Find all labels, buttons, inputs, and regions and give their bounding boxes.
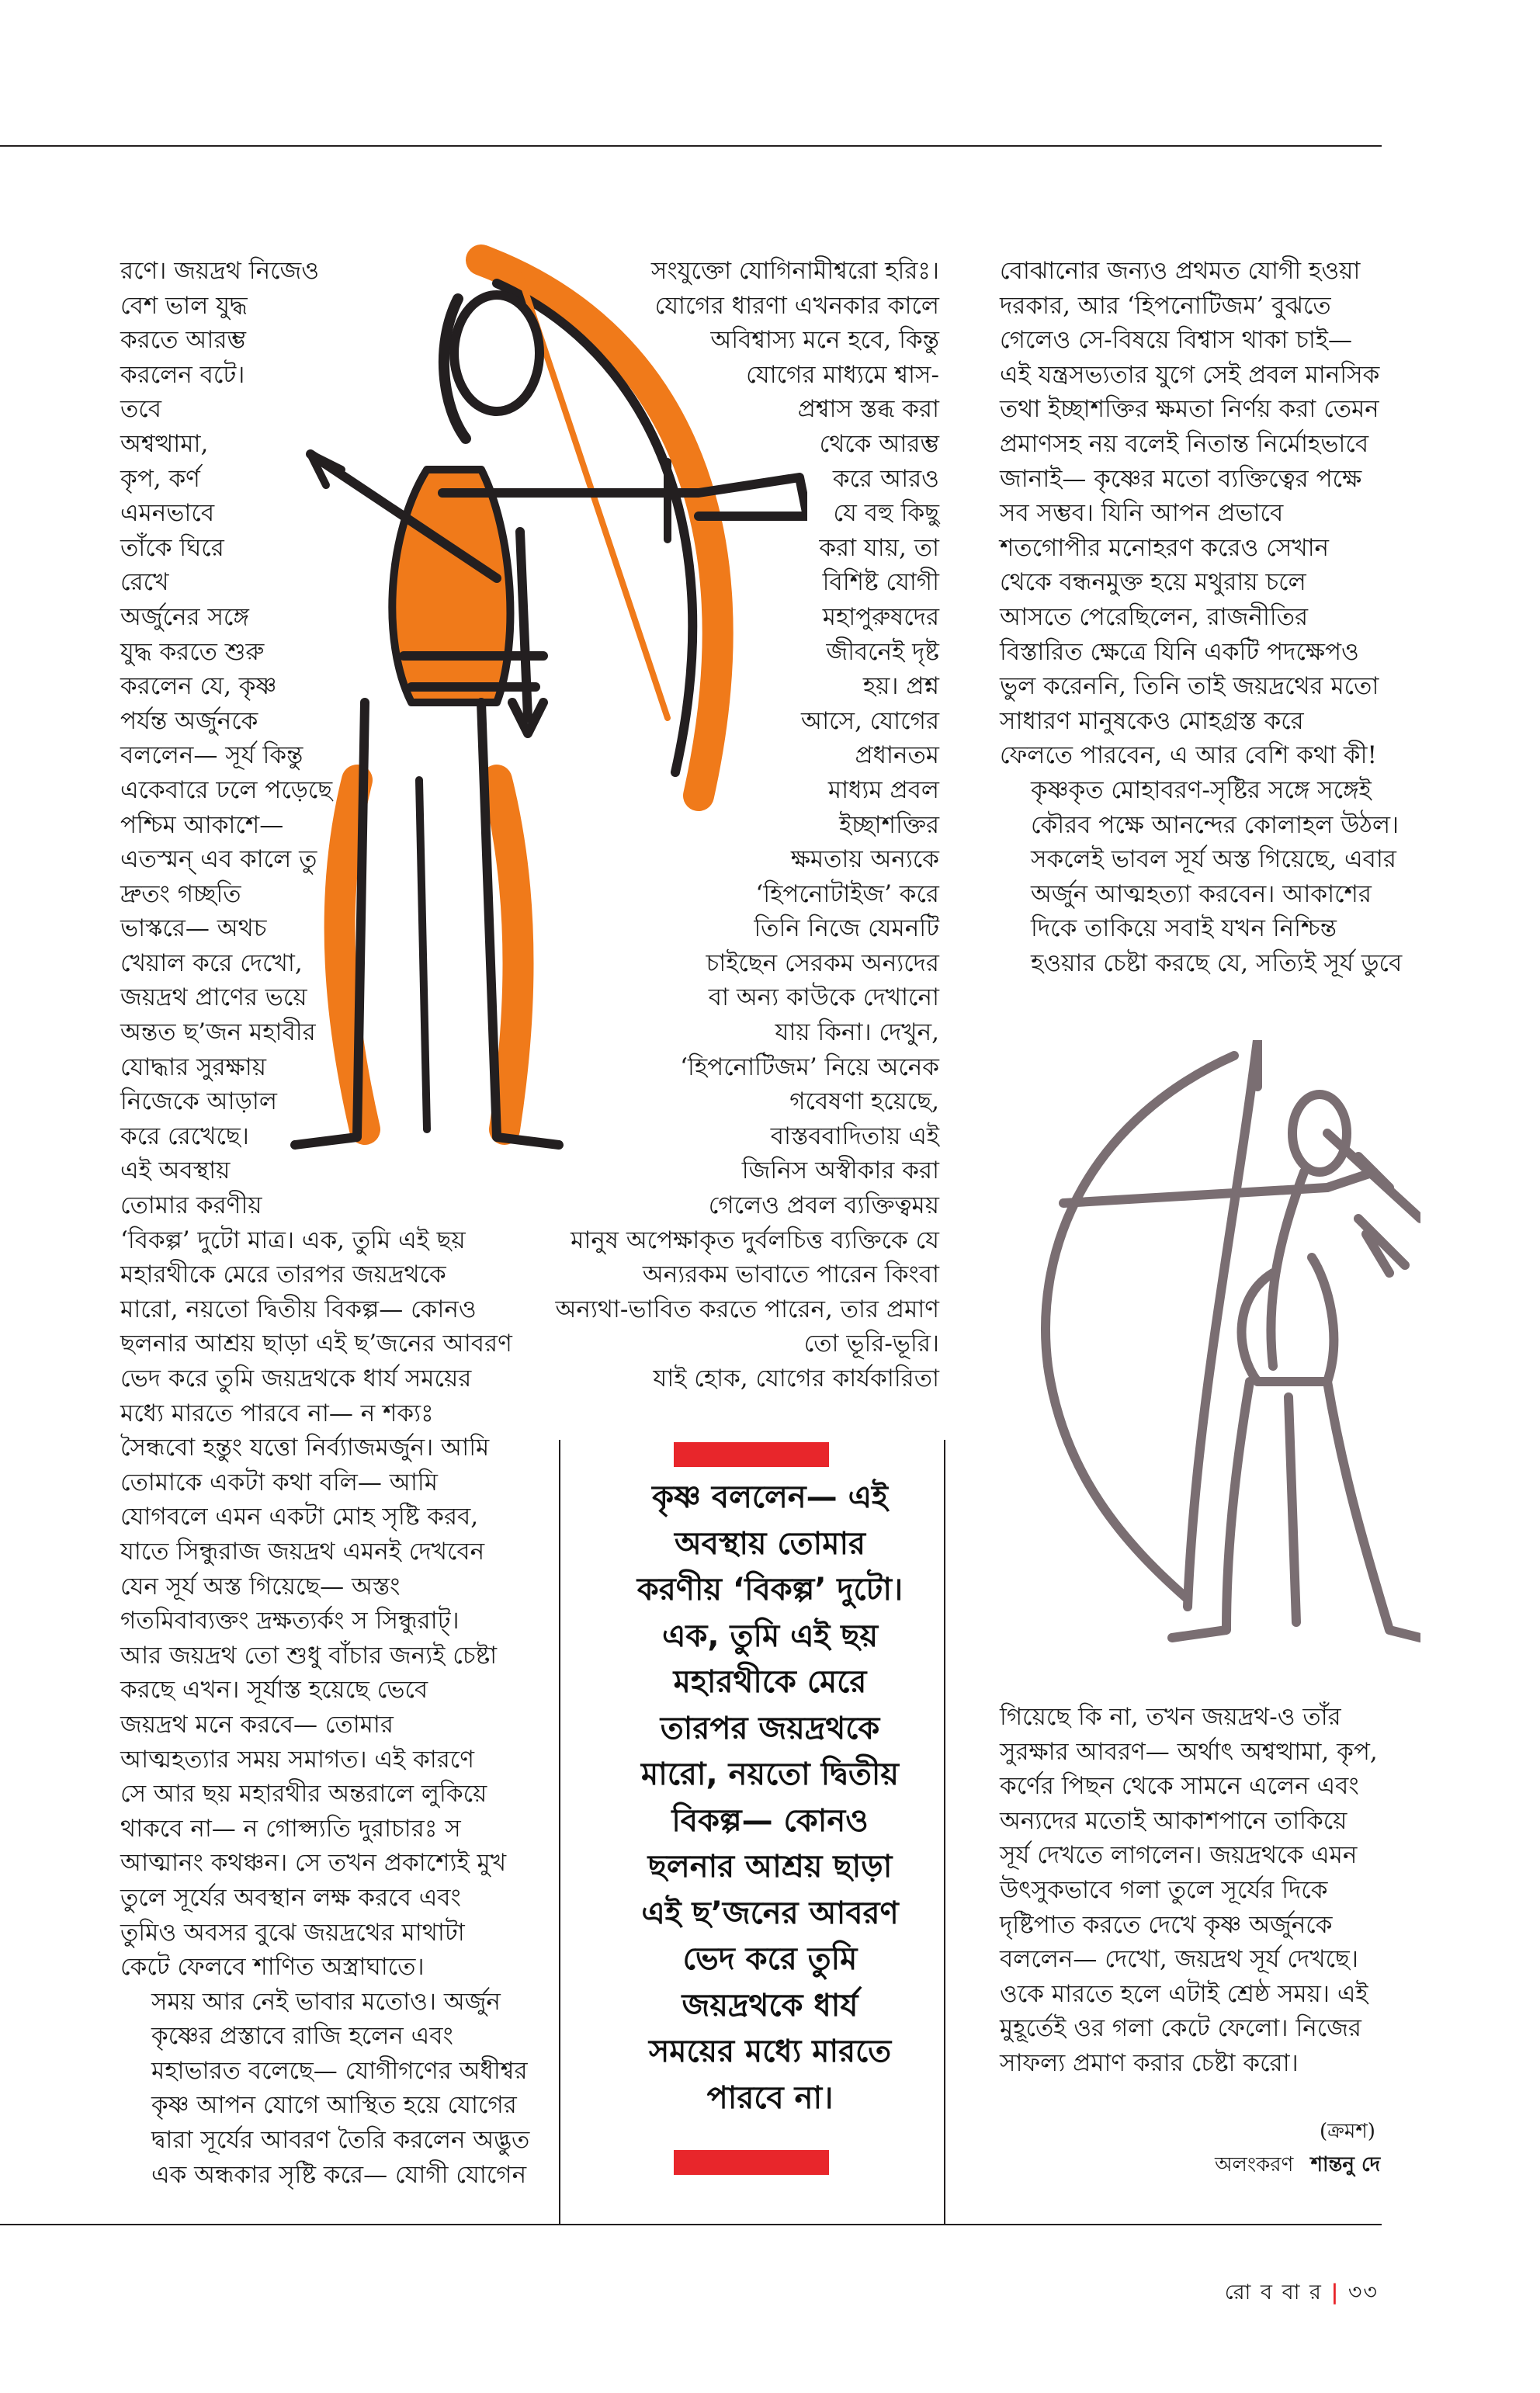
text-line: বললেন— দেখো, জয়দ্রথ সূর্য দেখছে। xyxy=(1000,1945,1358,1974)
text-line: ছলনার আশ্রয় ছাড়া এই ছ’জনের আবরণ xyxy=(120,1330,512,1358)
column-middle-paragraph xyxy=(543,254,939,1396)
text-line: ভেদ করে তুমি জয়দ্রথকে ধার্য সময়ের xyxy=(120,1365,472,1392)
credit-label: অলংকরণ xyxy=(1215,2153,1294,2176)
text-line: বিকল্প— কোনও xyxy=(671,1802,869,1839)
text-line: গেলেও প্রবল ব্যক্তিত্বময় xyxy=(708,1191,939,1220)
column-right-continued xyxy=(1000,1700,1403,2081)
text-line: জয়দ্রথ মনে করবে— তোমার xyxy=(120,1710,394,1739)
text-line: যাতে সিন্ধুরাজ জয়দ্রথ এমনই দেখবেন xyxy=(120,1537,485,1566)
text-line: বললেন— সূর্য কিন্তু xyxy=(120,741,303,770)
text-line: তোমার করণীয় xyxy=(120,1191,262,1220)
text-line: সময় আর নেই ভাবার মতোও। অর্জুন xyxy=(151,1987,501,2016)
text-line: করে আরও xyxy=(832,464,939,493)
page-folio xyxy=(1225,2277,1379,2311)
text-line: আত্মহত্যার সময় সমাগত। এই কারণে xyxy=(120,1745,474,1774)
text-line: জিনিস অস্বীকার করা xyxy=(741,1157,939,1185)
top-rule xyxy=(0,145,1382,147)
text-line: তুমিও অবসর বুঝে জয়দ্রথের মাথাটা xyxy=(120,1918,465,1947)
text-line: তাঁকে ঘিরে xyxy=(120,533,224,562)
text-line: অন্যথা-ভাবিত করতে পারেন, তার প্রমাণ xyxy=(555,1295,939,1323)
text-line: ফেলতে পারবেন, এ আর বেশি কথা কী! xyxy=(1000,741,1377,770)
text-line: তবে xyxy=(120,395,161,424)
text-line: সাধারণ মানুষকেও মোহগ্রস্ত করে xyxy=(1000,706,1304,735)
text-line: সৈন্ধবো হন্তুং যত্তো নির্ব্যাজমর্জুন। আমি xyxy=(120,1434,490,1462)
text-line: যোদ্ধার সুরক্ষায় xyxy=(120,1053,266,1081)
text-line: থাকবে না— ন গোপ্স্যতি দুরাচারঃ স xyxy=(120,1814,461,1843)
text-line: পারবে না। xyxy=(706,2079,834,2116)
text-line: কর্ণের পিছন থেকে সামনে এলেন এবং xyxy=(1000,1772,1359,1801)
text-line: অবিশ্বাস্য মনে হবে, কিন্তু xyxy=(710,326,939,355)
text-line: প্রধানতম xyxy=(855,741,939,770)
text-line: কৃষ্ণকৃত মোহাবরণ-সৃষ্টির সঙ্গে সঙ্গেই xyxy=(1031,775,1372,804)
text-line: আসতে পেরেছিলেন, রাজনীতির xyxy=(1000,602,1309,631)
text-line: কেটে ফেলবে শাণিত অস্ত্রাঘাতে। xyxy=(120,1953,425,1982)
text-line: জানাই— কৃষ্ণের মতো ব্যক্তিত্বের পক্ষে xyxy=(1000,464,1362,493)
text-line: দৃষ্টিপাত করতে দেখে কৃষ্ণ অর্জুনকে xyxy=(1000,1910,1333,1939)
text-line: মারো, নয়তো দ্বিতীয় বিকল্প— কোনও xyxy=(120,1295,477,1323)
text-line: বেশ ভাল যুদ্ধ xyxy=(120,291,248,320)
text-line: বোঝানোর জন্যও প্রথমত যোগী হওয়া xyxy=(1000,257,1361,285)
text-line: রেখে xyxy=(120,568,169,597)
column-middle xyxy=(543,254,939,1396)
text-line: সূর্য দেখতে লাগলেন। জয়দ্রথকে এমন xyxy=(1000,1841,1358,1870)
text-line: বিশিষ্ট যোগী xyxy=(822,568,939,597)
text-line: করলেন বটে। xyxy=(120,360,245,389)
text-line: দিকে তাকিয়ে সবাই যখন নিশ্চিন্ত xyxy=(1031,914,1337,943)
column-right xyxy=(1000,254,1403,980)
text-line: করে রেখেছে। xyxy=(120,1122,249,1150)
text-line: পর্যন্ত অর্জুনকে xyxy=(120,706,258,735)
text-line: অন্তত ছ’জন মহাবীর xyxy=(120,1018,316,1047)
text-line: তোমাকে একটা কথা বলি— আমি xyxy=(120,1468,438,1496)
text-line: এক অন্ধকার সৃষ্টি করে— যোগী যোগেন xyxy=(151,2160,527,2189)
text-line: মহারথীকে মেরে তারপর জয়দ্রথকে xyxy=(120,1261,446,1289)
text-line: করলেন যে, কৃষ্ণ xyxy=(120,672,277,701)
text-line: ‘বিকল্প’ দুটো মাত্র। এক, তুমি এই ছয় xyxy=(120,1226,466,1254)
column-divider-left xyxy=(559,1440,560,2224)
text-line: মধ্যে মারতে পারবে না— ন শক্যঃ xyxy=(120,1399,434,1427)
text-line: মুহূর্তেই ওর গলা কেটে ফেলো। নিজের xyxy=(1000,2014,1361,2043)
text-line: কৃষ্ণ বললেন— এই xyxy=(652,1479,888,1515)
text-line: করণীয় ‘বিকল্প’ দুটো। xyxy=(636,1572,904,1607)
page-number: ৩৩ xyxy=(1348,2280,1379,2305)
text-line: মহাপুরুষদের xyxy=(822,602,939,631)
text-line: ‘হিপনোটাইজ’ করে xyxy=(755,879,939,908)
text-line: যাই হোক, যোগের কার্যকারিতা xyxy=(653,1365,939,1392)
text-line: ক্ষমতায় অন্যকে xyxy=(790,845,939,874)
text-line: রণে। জয়দ্রথ নিজেও xyxy=(120,257,320,285)
folio-separator: | xyxy=(1330,2280,1341,2305)
text-line: অবস্থায় তোমার xyxy=(674,1525,866,1562)
credit-artist: শান্তনু দে xyxy=(1310,2153,1381,2176)
column-right-paragraph-3 xyxy=(1000,1700,1403,2081)
bottom-rule xyxy=(0,2224,1382,2225)
pull-quote-bar-bottom xyxy=(674,2150,829,2175)
text-line: বিস্তারিত ক্ষেত্রে যিনি একটি পদক্ষেপও xyxy=(1000,637,1359,666)
text-line: আত্মানং কথঞ্চন। সে তখন প্রকাশ্যেই মুখ xyxy=(120,1849,507,1878)
text-line: যোগের মাধ্যমে শ্বাস- xyxy=(746,360,939,389)
text-line: জীবনেই দৃষ্ট xyxy=(826,637,939,666)
text-line: মানুষ অপেক্ষাকৃত দুর্বলচিত্ত ব্যক্তিকে যে xyxy=(571,1226,939,1254)
text-line: কৃপ, কর্ণ xyxy=(120,464,200,493)
text-line: বা অন্য কাউকে দেখানো xyxy=(708,983,939,1012)
pull-quote xyxy=(584,1475,956,2121)
text-line: পশ্চিম আকাশে— xyxy=(120,810,284,839)
text-line: এমনভাবে xyxy=(120,499,215,528)
text-line: দ্বারা সূর্যের আবরণ তৈরি করলেন অদ্ভুত xyxy=(151,2126,530,2155)
text-line: ভাস্করে— অথচ xyxy=(120,914,267,943)
text-line: তো ভূরি-ভূরি। xyxy=(803,1330,939,1358)
text-line: এই যন্ত্রসভ্যতার যুগে সেই প্রবল মানসিক xyxy=(1000,360,1380,389)
text-line: করছে এখন। সূর্যাস্ত হয়েছে ভেবে xyxy=(120,1676,428,1705)
text-line: যুদ্ধ করতে শুরু xyxy=(120,637,265,666)
text-line: থেকে আরম্ভ xyxy=(819,429,939,458)
magazine-name: রো ব বা র xyxy=(1224,2280,1323,2305)
text-line: প্রশ্বাস স্তব্ধ করা xyxy=(797,395,939,424)
text-line: সে আর ছয় মহারথীর অন্তরালে লুকিয়ে xyxy=(120,1780,487,1809)
text-line: একেবারে ঢলে পড়েছে xyxy=(120,775,333,804)
text-line: জয়দ্রথকে ধার্য xyxy=(682,1987,858,2024)
text-line: যায় কিনা। দেখুন, xyxy=(775,1018,939,1047)
text-line: কৃষ্ণের প্রস্তাবে রাজি হলেন এবং xyxy=(151,2022,453,2051)
text-line: হয়। প্রশ্ন xyxy=(862,672,939,701)
text-line: মহারথীকে মেরে xyxy=(673,1664,867,1700)
column-left-paragraph-1 xyxy=(120,254,555,1985)
text-line: এক, তুমি এই ছয় xyxy=(661,1618,879,1654)
text-line: কৃষ্ণ আপন যোগে আস্থিত হয়ে যোগের xyxy=(151,2091,517,2120)
text-line: সংযুক্তো যোগিনামীশ্বরো হরিঃ। xyxy=(650,257,939,285)
column-left-paragraph-2 xyxy=(120,1985,555,2193)
text-line: যে বহু কিছু xyxy=(833,499,939,528)
text-line: এই ছ’জনের আবরণ xyxy=(641,1895,899,1931)
text-line: ছলনার আশ্রয় ছাড়া xyxy=(647,1849,893,1885)
text-line: সব সম্ভব। যিনি আপন প্রভাবে xyxy=(1000,499,1284,528)
text-line: তুলে সূর্যের অবস্থান লক্ষ করবে এবং xyxy=(120,1883,461,1912)
text-line: খেয়াল করে দেখো, xyxy=(120,949,303,977)
text-line: দরকার, আর ‘হিপনোটিজম’ বুঝতে xyxy=(1000,291,1331,320)
text-line: ভুল করেননি, তিনি তাই জয়দ্রথের মতো xyxy=(1000,672,1379,701)
text-line: আসে, যোগের xyxy=(800,706,939,735)
text-line: প্রমাণসহ নয় বলেই নিতান্ত নির্মোহভাবে xyxy=(1000,429,1369,458)
text-line: সুরক্ষার আবরণ— অর্থাৎ অশ্বত্থামা, কৃপ, xyxy=(1000,1737,1378,1766)
text-line: সময়ের মধ্যে মারতে xyxy=(648,2034,892,2069)
text-line: জয়দ্রথ প্রাণের ভয়ে xyxy=(120,983,307,1012)
text-line: করা যায়, তা xyxy=(819,533,939,562)
text-line: ভেদ করে তুমি xyxy=(682,1941,858,1977)
text-line: মারো, নয়তো দ্বিতীয় xyxy=(641,1757,899,1792)
text-line: যোগের ধারণা এখনকার কালে xyxy=(654,291,939,320)
illustration-credit xyxy=(1215,2148,1380,2183)
text-line: যেন সূর্য অস্ত গিয়েছে— অস্তং xyxy=(120,1572,401,1601)
text-line: করতে আরম্ভ xyxy=(120,326,247,355)
text-line: বাস্তববাদিতায় এই xyxy=(770,1122,939,1150)
text-line: দ্রুতং গচ্ছতি xyxy=(120,879,241,908)
text-line: চাইছেন সেরকম অন্যদের xyxy=(706,949,939,977)
text-line: থেকে বন্ধনমুক্ত হয়ে মথুরায় চলে xyxy=(1000,568,1306,597)
text-line: অন্যরকম ভাবাতে পারেন কিংবা xyxy=(642,1261,939,1289)
text-line: তারপর জয়দ্রথকে xyxy=(660,1710,880,1746)
text-line: গিয়েছে কি না, তখন জয়দ্রথ-ও তাঁর xyxy=(1000,1703,1341,1731)
column-left xyxy=(120,254,555,2192)
text-line: ইচ্ছাশক্তির xyxy=(839,810,939,839)
text-line: গেলেও সে-বিষয়ে বিশ্বাস থাকা চাই— xyxy=(1000,326,1353,355)
text-line: মাধ্যম প্রবল xyxy=(827,775,939,804)
text-line: তথা ইচ্ছাশক্তির ক্ষমতা নির্ণয় করা তেমন xyxy=(1000,395,1379,424)
column-right-paragraph-1 xyxy=(1000,254,1403,773)
text-line: অর্জুন আত্মহত্যা করবেন। আকাশের xyxy=(1031,879,1372,908)
text-line: গবেষণা হয়েছে, xyxy=(789,1087,939,1116)
text-line: মহাভারত বলেছে— যোগীগণের অধীশ্বর xyxy=(151,2056,528,2085)
text-line: ওকে মারতে হলে এটাই শ্রেষ্ঠ সময়। এই xyxy=(1000,1979,1368,2008)
pull-quote-bar-top xyxy=(674,1442,829,1467)
text-line: অন্যদের মতোই আকাশপানে তাকিয়ে xyxy=(1000,1806,1348,1835)
text-line: সকলেই ভাবল সূর্য অস্ত গিয়েছে, এবার xyxy=(1031,845,1396,874)
text-line: সাফল্য প্রমাণ করার চেষ্টা করো। xyxy=(1000,2048,1299,2077)
text-line: এতস্মন্ এব কালে তু xyxy=(120,845,317,874)
column-right-paragraph-2 xyxy=(1000,773,1403,981)
text-line: হওয়ার চেষ্টা করছে যে, সত্যিই সূর্য ডুবে xyxy=(1031,949,1403,977)
text-line: এই অবস্থায় xyxy=(120,1157,231,1185)
text-line: নিজেকে আড়াল xyxy=(120,1087,277,1116)
text-line: অশ্বত্থামা, xyxy=(120,429,209,458)
continued-label: (ক্রমশ) xyxy=(1320,2120,1375,2143)
archer-illustration-gray xyxy=(1001,1040,1420,1661)
text-line: অর্জুনের সঙ্গে xyxy=(120,602,249,631)
text-line: শতগোপীর মনোহরণ করেও সেখান xyxy=(1000,533,1330,562)
text-line: কৌরব পক্ষে আনন্দের কোলাহল উঠল। xyxy=(1031,810,1400,839)
text-line: গতমিবাব্যক্তং দ্রক্ষত্যর্কং স সিন্ধুরাট্। xyxy=(120,1607,460,1635)
text-line: আর জয়দ্রথ তো শুধু বাঁচার জন্যই চেষ্টা xyxy=(120,1641,498,1670)
text-line: তিনি নিজে যেমনটি xyxy=(754,914,939,943)
text-line: ‘হিপনোটিজম’ নিয়ে অনেক xyxy=(680,1053,939,1081)
text-line: যোগবলে এমন একটা মোহ সৃষ্টি করব, xyxy=(120,1503,479,1531)
text-line: উৎসুকভাবে গলা তুলে সূর্যের দিকে xyxy=(1000,1875,1328,1904)
